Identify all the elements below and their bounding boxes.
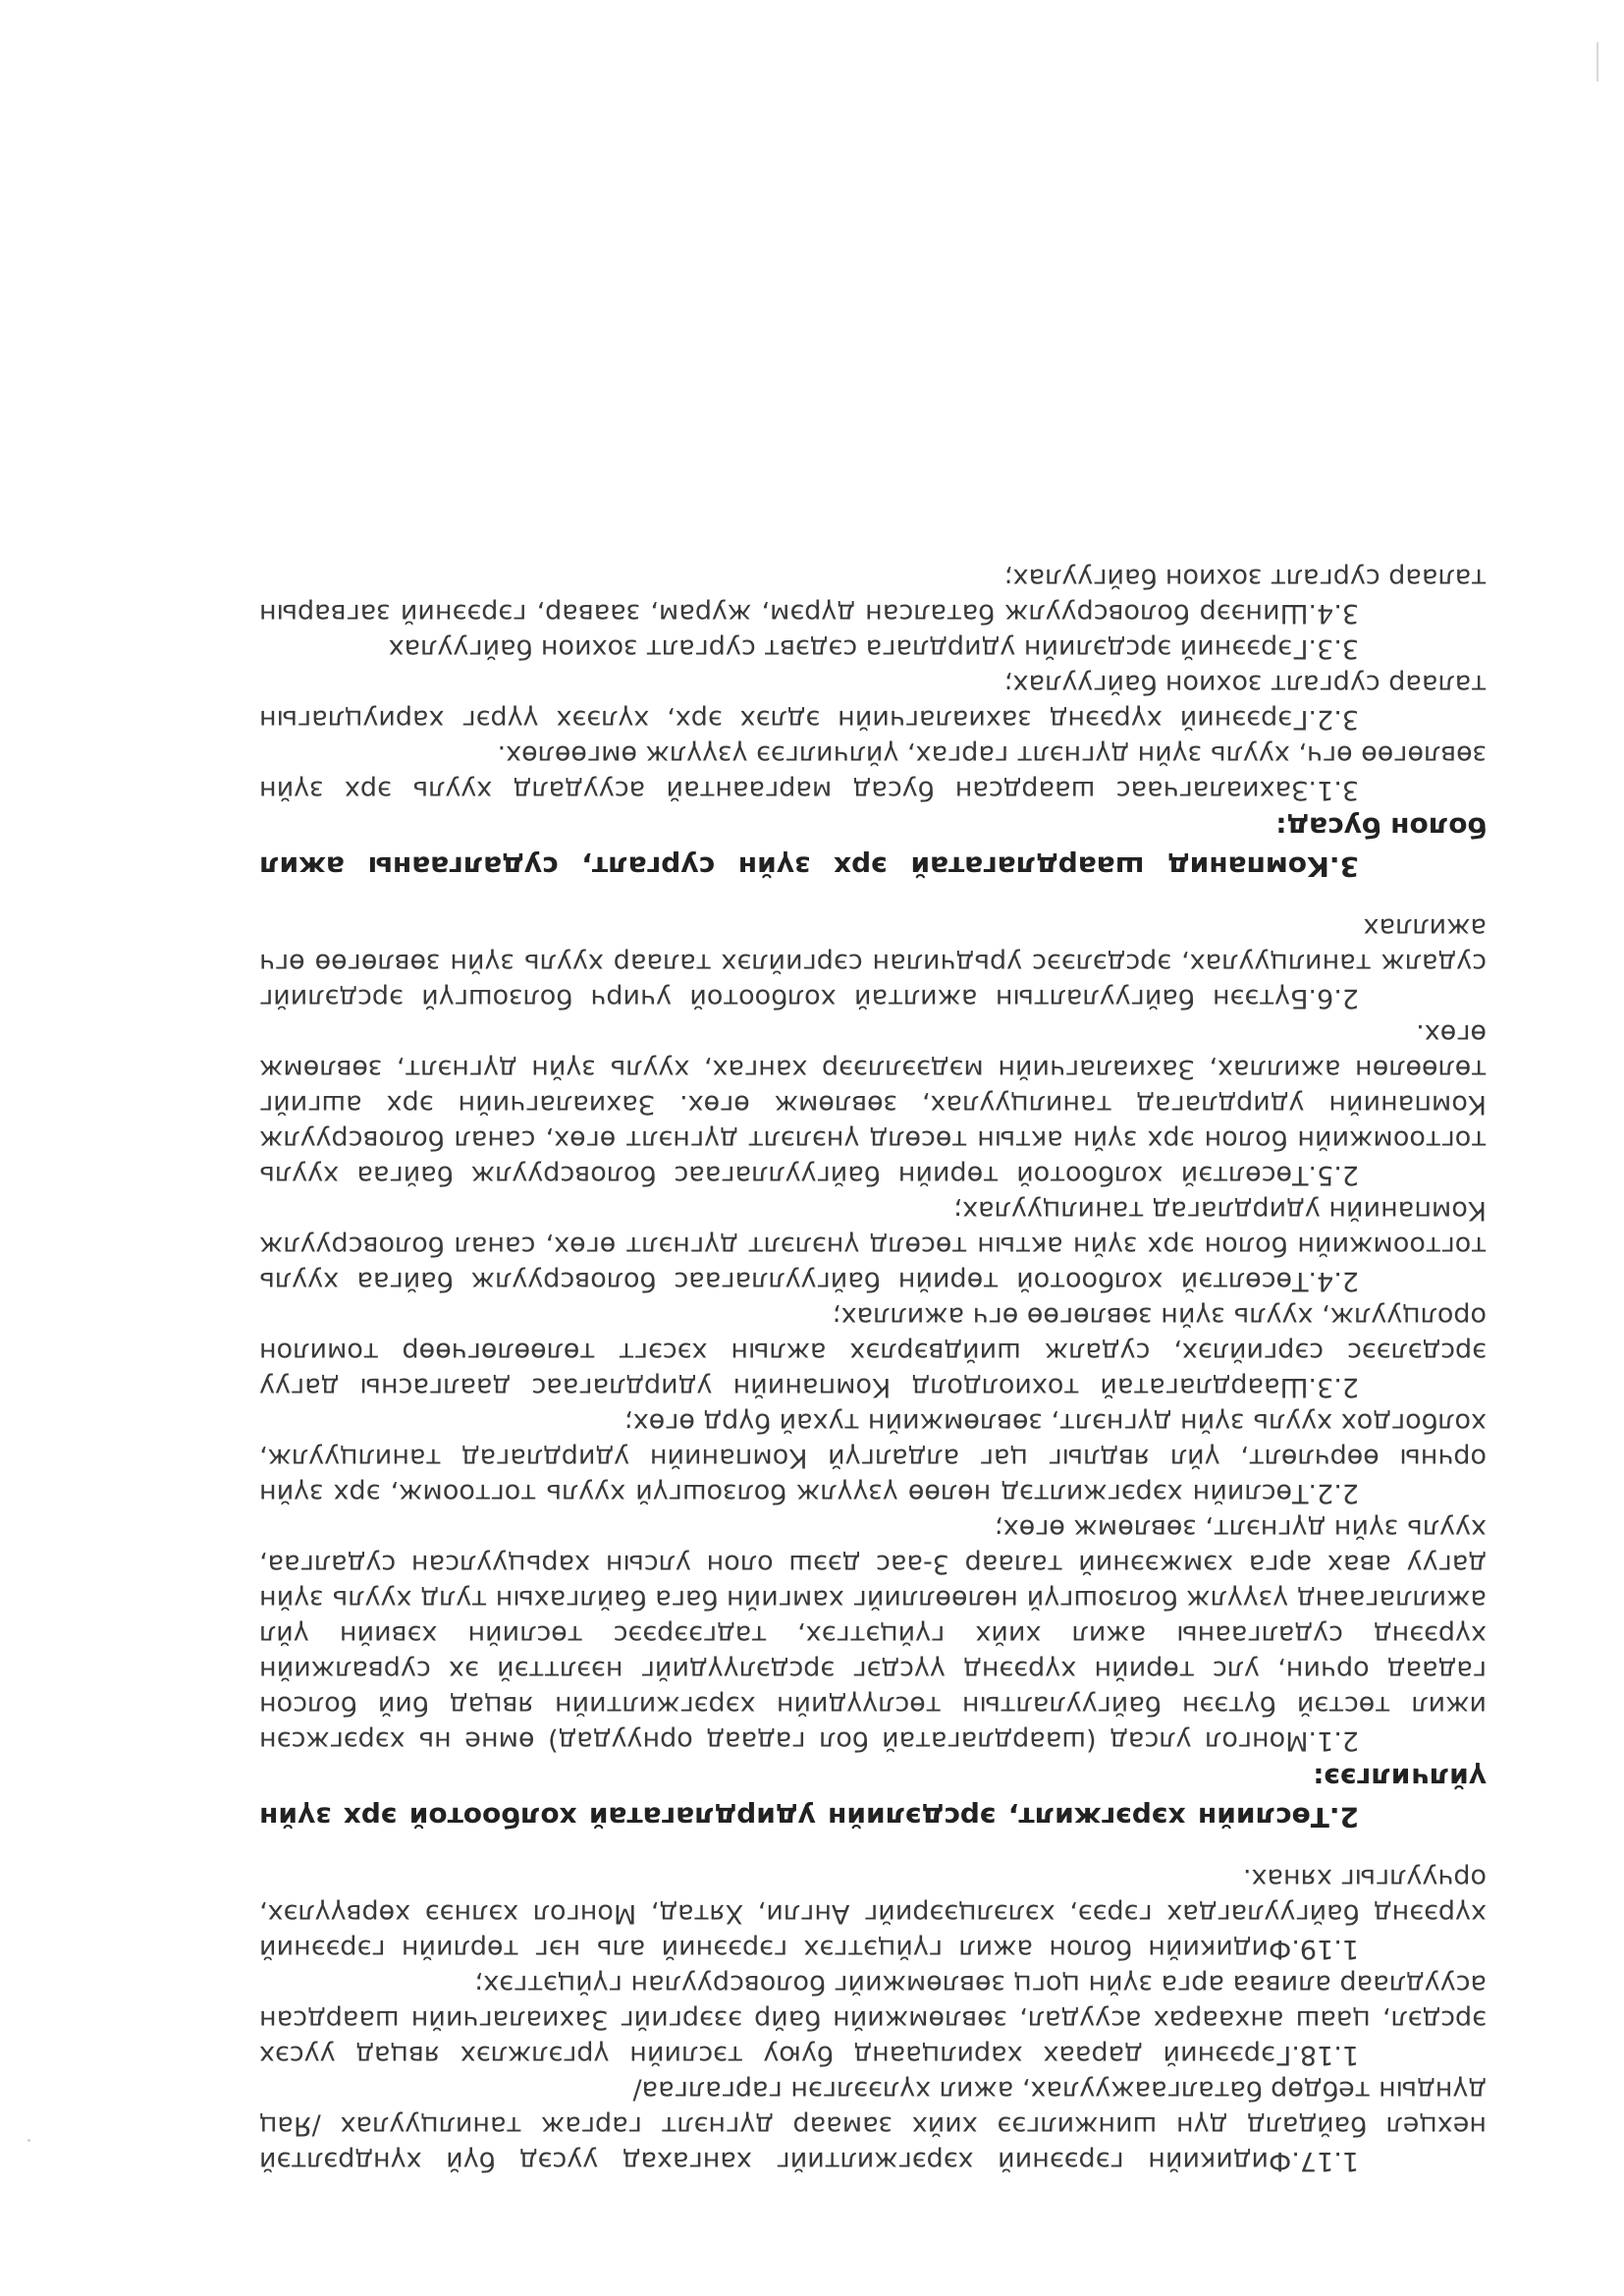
- section-2-heading: 2.Төслийн хэрэгжилт, эрсдэлийн удирдлагатай холбоотой эрх зүйн үйлчилгээ:: [259, 1762, 1487, 1833]
- paragraph-2-6: 2.6.Бүтээн байгуулалтын ажилтай холбоотой учирч болзошгүй эрсдэлийг судалж танилцуулах, эрсдэлээс урьдчилан сэргийлэх талаар хууль зүйн зөвлөгөө өгч ажиллах: [259, 912, 1487, 1013]
- scan-speck: [27, 2139, 30, 2142]
- paragraph-2-2: 2.2.Төслийн хэрэгжилтэд нөлөө үзүүлж болзошгүй хууль тогтоомж, эрх зүйн орчны өөрчлөлт, үйл явдлыг цаг алдалгүй Компанийн удирдлагад танилцуулж, холбогдох хууль зүйн дүгнэлт, зөвлөмжийн тухай бүрд өгөх;: [259, 1407, 1487, 1508]
- scan-edge-mark: [1597, 42, 1598, 82]
- spacer: [259, 886, 1487, 909]
- paragraph-3-3: 3.3.Гэрээний эрсдэлийн удирдлага сэдэвт сургалт зохион байгуулах: [388, 633, 1359, 664]
- paragraph-1-19: 1.19.Фидикийн болон ажил гүйцэтгэх гэрээний аль нэг төрлийн гэрээний хүрээнд байгуулагдах гэрээ, хэлэлцээрийг Англи, Хятад, Монгол хэлнээ хөрвүүлэх, орчуулгыг хянах.: [259, 1863, 1487, 1964]
- paragraph-3-4: 3.4.Шинээр боловсруулж баталсан дүрэм, журам, заавар, гэрээний загварын талаар сургалт зохион байгуулах;: [259, 563, 1487, 629]
- paragraph-2-1: 2.1.Монгол улсад (шаардлагатай бол гадаад орнуудад) өмне нь хэрэгжсэн ижил төстэй бүтээн байгуулалтын төслүүдийн хэрэгжилтийн явцад бий болсон гадаад орчин, улс төрийн хүрээнд үүсдэг эрсдэлүүдийг нээлттэй эх сурвалжийн хүрээнд судалгааны ажил хийх гүйцэтгэх, тадгээрээс төслийн хэвийн үйл ажиллагаанд үзүүлж болзошгүй нөлөөллийг хамгийн бага байлгахын тулд хууль зүйн дагуу авах арга хэмжээний талаар 3-аас дээш олон улсын харьцуулсан судалгаа, хууль зүйн дүгнэлт, зөвлөмж өгөх;: [259, 1513, 1487, 1756]
- paragraph-2-4: 2.4.Төсөлтэй холбоотой төрийн байгууллагаас боловсруулж байгаа хууль тогтоомжийн болон эрх зүйн актын төсөлд үнэлэлт дүгнэлт өгөх, санал боловсруулж Компанийн удирдлагад танилцуулах;: [259, 1195, 1487, 1296]
- paragraph-3-2: 3.2.Гэрээний хүрээнд захиалагчийн эдлэх эрх, хүлээх үүрэг хариуцлагын талаар сургалт зохион байгуулах;: [259, 669, 1487, 735]
- paragraph-3-1: 3.1.Захиалагчаас шаардсан бусад маргаантай асуудалд хууль эрх зүйн зөвлөгөө өгч, хууль зүйн дүгнэлт гаргах, үйлчилгээ үзүүлж өмгөөлөх.: [259, 739, 1487, 805]
- paragraph-2-5: 2.5.Төсөлтэй холбоотой төрийн байгууллагаас боловсруулж байгаа хууль тогтоомжийн болон эрх зүйн актын төсөлд үнэлэлт дүгнэлт өгөх, санал боловсруулж Компанийн удирдлагад танилцуулах, зөвлөмж өгөх. Захиалагчийн эрх ашгийг төлөөлөн ажиллах, Захиалагчийн мэдээллээр хангах, хууль зүйн дүгнэлт, зөвлөмж өгөх.: [259, 1018, 1487, 1190]
- spacer: [259, 1836, 1487, 1860]
- document-body: [259, 560, 1487, 2178]
- paragraph-1-18: 1.18.Гэрээний дараах харилцаанд буюу тэслийн үргэлжлэх явцад уусэх эрсдэл, цааш анхаарах асуудал, зөвлөмжийн байр эзэргийг Захиалагчийн шаардсан асуудлаар аливаа арга зүйн цогц зөвлөмжийг боловсруулан гүйцэтгэх;: [259, 1969, 1487, 2070]
- section-3-heading: 3.Компанид шаардлагатай эрх зүйн сургалт, судалгааны ажил болон бусад:: [259, 811, 1487, 883]
- paragraph-1-17: 1.17.Фидикийн гэрээний хэрэгжилтийг хангахад уусэд бүй хүндрэлтэй нехцел байдалд дүн шинжилгээ хийх замаар дүгнэлт гаргаж танилцуулах /Яац дүндын тебдөр баталгаажуулах, ажил хүлээлгэн гаргалгаа/: [259, 2075, 1487, 2176]
- paragraph-2-3: 2.3.Шаардлагатай тохиолдолд Компанийн удирдлагаас даалгасны дагуу эрсдэлээс сэргийлэх, судалж шийдвэрлэх ажлын хэсэгт төлөөлөгчөөр томилон оролцуулж, хууль зүйн зөвлөгөө өгч ажиллах;: [259, 1301, 1487, 1402]
